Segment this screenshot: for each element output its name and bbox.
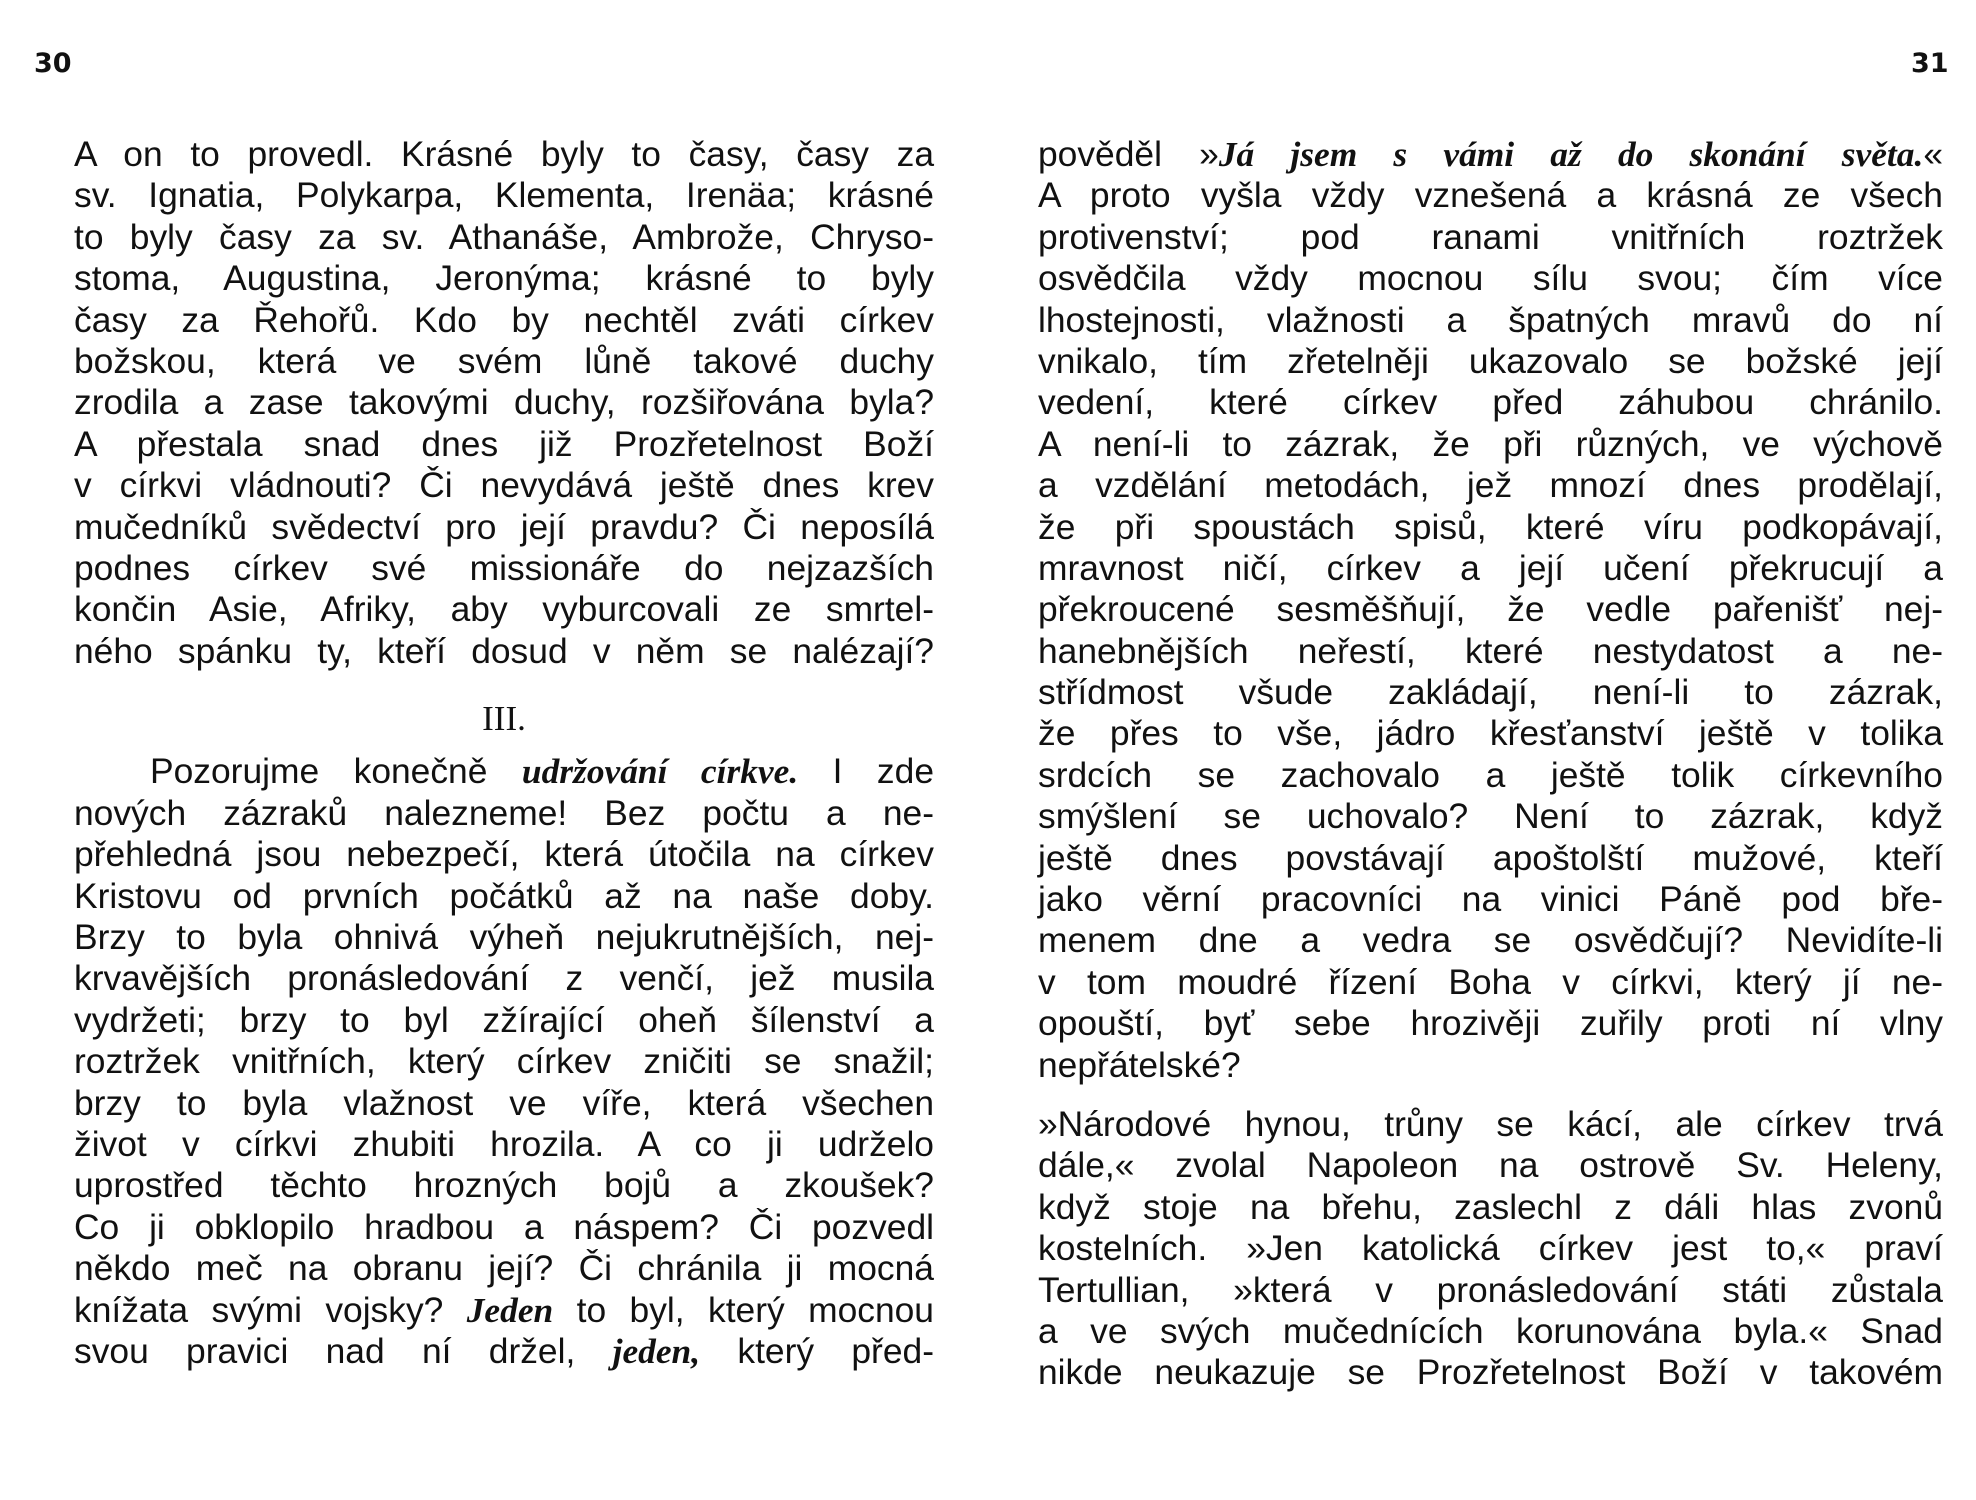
text-line: osvědčila vždy mocnou sílu svou; čím více (1038, 258, 1943, 299)
emphasis: udržování církve. (521, 751, 799, 792)
text-line: že přes to vše, jádro křesťanství ještě v tolika (1038, 713, 1943, 754)
text-line: zrodila a zase takovými duchy, rozšiřována byla? (74, 382, 934, 423)
text-line: časy za Řehořů. Kdo by nechtěl zváti církev (74, 299, 934, 340)
text-line: lhostejnosti, vlažnosti a špatných mravů do ní (1038, 299, 1943, 340)
text-line: roztržek vnitřních, který církev zničiti se snažil; (74, 1041, 934, 1082)
emphasis: Já jsem s vámi až do skonání světa. (1218, 134, 1924, 174)
text-line: brzy to byla vlažnost ve víře, která všechen (74, 1082, 934, 1123)
text-line: vedení, které církev před záhubou chránilo. (1038, 382, 1943, 423)
left-page-text (74, 134, 934, 1372)
text-line: že při spoustách spisů, které víru podkopávají, (1038, 506, 1943, 547)
text-line: Co ji obklopilo hradbou a náspem? Či pozvedl (74, 1206, 934, 1247)
text-line: podnes církev své missionáře do nejzazších (74, 547, 934, 588)
text-run: knížata svými vojsky? (74, 1289, 467, 1330)
text-line: překroucené sesměšňují, že vedle pařenišť nej- (1038, 589, 1943, 630)
text-line: nepřátelské? (1038, 1044, 1241, 1085)
text-line: božskou, která ve svém lůně takové duchy (74, 340, 934, 381)
text-line: končin Asie, Afriky, aby vyburcovali ze smrtel- (74, 589, 934, 630)
text-line: A přestala snad dnes již Prozřetelnost Boží (74, 423, 934, 464)
text-line: protivenství; pod ranami vnitřních roztržek (1038, 216, 1943, 257)
text-line: to byly časy za sv. Athanáše, Ambrože, Chryso- (74, 216, 934, 257)
text-line: sv. Ignatia, Polykarpa, Klementa, Irenäa; krásné (74, 175, 934, 216)
text-line: »Národové hynou, trůny se kácí, ale církev trvá (1038, 1103, 1943, 1144)
text-line: smýšlení se uchovalo? Není to zázrak, když (1038, 796, 1943, 837)
section-heading: III. (482, 699, 526, 739)
text-line (74, 751, 934, 792)
text-line: dále,« zvolal Napoleon na ostrově Sv. Heleny, (1038, 1145, 1943, 1186)
text-line: stoma, Augustina, Jeronýma; krásné to byly (74, 258, 934, 299)
page-number-right: 31 (1911, 48, 1949, 79)
right-page-text (1038, 134, 1943, 1394)
text-line: Tertullian, »která v pronásledování státi zůstala (1038, 1269, 1943, 1310)
text-run: pověděl » (1038, 134, 1219, 174)
text-line (1038, 134, 1943, 175)
text-line: A on to provedl. Krásné byly to časy, časy za (74, 134, 934, 174)
emphasis: Jeden (466, 1289, 554, 1330)
text-line: někdo meč na obranu její? Či chránila ji mocná (74, 1248, 934, 1289)
text-line (74, 1331, 934, 1372)
text-line: život v církvi zhubiti hrozila. A co ji udrželo (74, 1123, 934, 1164)
text-line: mučedníků svědectví pro její pravdu? Či neposílá (74, 506, 934, 547)
text-line: srdcích se zachovalo a ještě tolik církevního (1038, 754, 1943, 795)
text-line: uprostřed těchto hrozných bojů a zkoušek? (74, 1165, 934, 1206)
paragraph (74, 134, 934, 672)
text-line: a ve svých mučednících korunována byla.« Snad (1038, 1310, 1943, 1351)
text-line: Brzy to byla ohnivá výheň nejukrutnějších, nej- (74, 917, 934, 958)
text-line: v církvi vládnouti? Či nevydává ještě dnes krev (74, 465, 934, 506)
text-line: krvavějších pronásledování z venčí, jež musila (74, 958, 934, 999)
text-line: přehledná jsou nebezpečí, která útočila na církev (74, 834, 934, 875)
text-run: svou pravici nad ní držel, (74, 1330, 613, 1371)
text-line: a vzdělání metodách, jež mnozí dnes prodělají, (1038, 465, 1943, 506)
text-line: vnikalo, tím zřetelněji ukazovalo se božské její (1038, 340, 1943, 381)
text-line: ného spánku ty, kteří dosud v něm se nalézají? (74, 630, 934, 671)
text-line: nikde neukazuje se Prozřetelnost Boží v takovém (1038, 1352, 1943, 1393)
text-run: « (1923, 134, 1943, 174)
text-line: hanebnějších neřestí, které nestydatost a ne- (1038, 630, 1943, 671)
text-run: to byl, který mocnou (553, 1289, 934, 1330)
text-line: kostelních. »Jen katolická církev jest to,« praví (1038, 1228, 1943, 1269)
text-line: když stoje na břehu, zaslechl z dáli hlas zvonů (1038, 1186, 1943, 1227)
text-line (74, 1290, 934, 1331)
text-line: ještě dnes povstávají apoštolští mužové, kteří (1038, 837, 1943, 878)
text-line: opouští, byť sebe hrozivěji zuřily proti ní vlny (1038, 1003, 1943, 1044)
text-line: A proto vyšla vždy vznešená a krásná ze všech (1038, 175, 1943, 216)
text-line: Kristovu od prvních počátků až na naše doby. (74, 875, 934, 916)
paragraph (74, 751, 934, 1372)
paragraph (1038, 134, 1943, 1086)
page-number-left: 30 (34, 48, 72, 79)
text-line: jako věrní pracovníci na vinici Páně pod bře- (1038, 879, 1943, 920)
text-run: který před- (700, 1330, 934, 1371)
text-run: Pozorujme konečně (150, 751, 522, 792)
paragraph (1038, 1104, 1943, 1394)
text-line: mravnost ničí, církev a její učení překrucují a (1038, 547, 1943, 588)
text-run: I zde (798, 751, 934, 792)
emphasis: jeden, (612, 1330, 701, 1371)
text-line: v tom moudré řízení Boha v církvi, který jí ne- (1038, 961, 1943, 1002)
text-line: A není-li to zázrak, že při různých, ve výchově (1038, 423, 1943, 464)
text-line: vydržeti; brzy to byl zžírající oheň šílenství a (74, 999, 934, 1040)
text-line: střídmost všude zakládají, není-li to zázrak, (1038, 672, 1943, 713)
paragraph-gap (1038, 1086, 1943, 1104)
text-line: nových zázraků nalezneme! Bez počtu a ne- (74, 792, 934, 833)
text-line: menem dne a vedra se osvědčují? Nevidíte-li (1038, 920, 1943, 961)
